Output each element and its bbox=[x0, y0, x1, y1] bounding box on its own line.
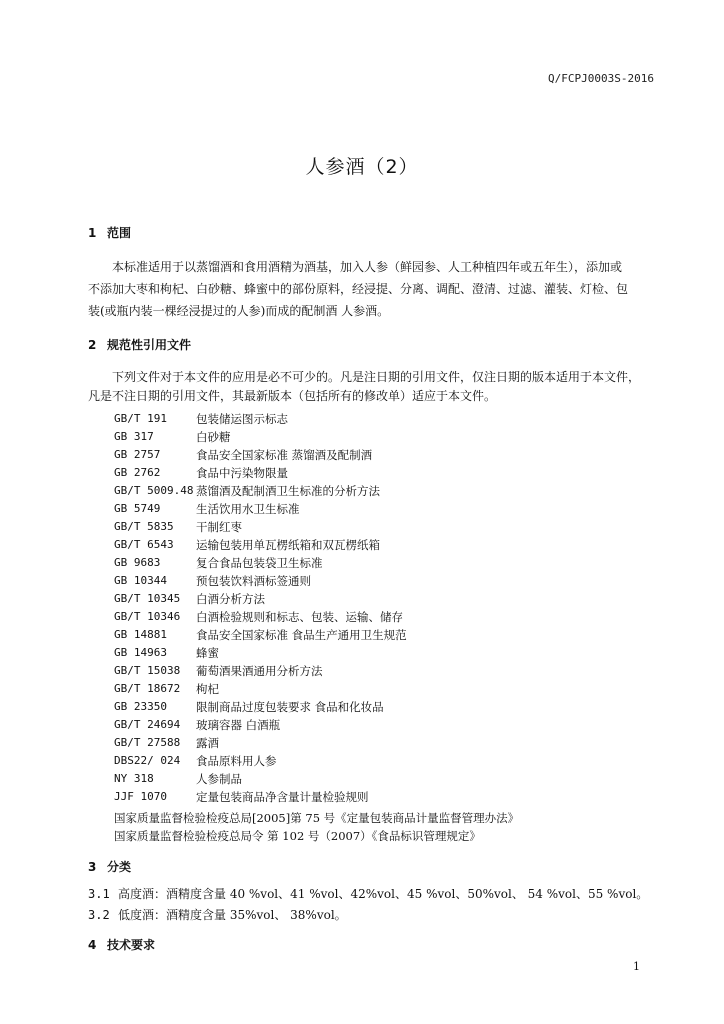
section-heading-classification bbox=[88, 858, 131, 875]
reference-code: GB/T 6543 bbox=[114, 538, 174, 551]
paragraph-line: 装(或瓶内装一棵经浸提过的人参)而成的配制酒 人参酒。 bbox=[88, 304, 390, 318]
page-number: 1 bbox=[633, 960, 640, 973]
reference-code: GB 14963 bbox=[114, 646, 167, 659]
reference-title: 包装储运图示标志 bbox=[196, 412, 288, 426]
reference-title: 食品安全国家标准 食品生产通用卫生规范 bbox=[196, 628, 407, 642]
reference-title: 干制红枣 bbox=[196, 520, 242, 534]
page-title: 人参酒（2） bbox=[305, 156, 419, 178]
reference-item bbox=[114, 752, 407, 770]
item-text: 低度酒：酒精度含量 35%vol、 38%vol。 bbox=[118, 908, 347, 922]
reference-item bbox=[114, 662, 407, 680]
reference-code: GB 23350 bbox=[114, 700, 167, 713]
reference-item bbox=[114, 410, 407, 428]
normative-paragraph bbox=[88, 368, 658, 406]
reference-title: 蒸馏酒及配制酒卫生标准的分析方法 bbox=[196, 484, 380, 498]
reference-title: 食品安全国家标准 蒸馏酒及配制酒 bbox=[196, 448, 373, 462]
reference-code: GB/T 15038 bbox=[114, 664, 181, 677]
reference-item bbox=[114, 680, 407, 698]
reference-item bbox=[114, 482, 407, 500]
item-text: 高度酒：酒精度含量 40 %vol、41 %vol、42%vol、45 %vol、50%vol、 54 %vol、55 %vol。 bbox=[118, 887, 649, 901]
reference-title: 葡萄酒果酒通用分析方法 bbox=[196, 664, 323, 678]
section-heading-normative bbox=[88, 336, 191, 353]
reference-title: 白酒分析方法 bbox=[196, 592, 265, 606]
paragraph-line: 不添加大枣和枸杞、白砂糖、蜂蜜中的部份原料，经浸提、分离、调配、澄清、过滤、灌装、灯检、包 bbox=[88, 282, 629, 296]
reference-code: GB/T 10345 bbox=[114, 592, 181, 605]
section-title: 范围 bbox=[107, 226, 132, 240]
paragraph-line: 凡是不注日期的引用文件，其最新版本（包括所有的修改单）适应于本文件。 bbox=[88, 389, 497, 403]
reference-code: GB 14881 bbox=[114, 628, 167, 641]
reference-code: GB 317 bbox=[114, 430, 154, 443]
reference-code: GB 2762 bbox=[114, 466, 161, 479]
reference-item bbox=[114, 788, 407, 806]
section-title: 规范性引用文件 bbox=[107, 338, 192, 352]
reference-item bbox=[114, 626, 407, 644]
reference-item bbox=[114, 734, 407, 752]
reference-code: GB/T 5009.48 bbox=[114, 484, 194, 497]
classification-item bbox=[88, 885, 648, 902]
reference-code: GB 5749 bbox=[114, 502, 161, 515]
paragraph-line: 本标准适用于以蒸馏酒和食用酒精为酒基，加入人参（鲜园参、人工种植四年或五年生），添加或 bbox=[112, 260, 623, 274]
regulation-line: 国家质量监督检验检疫总局[2005]第 75 号《定量包装商品计量监督管理办法》 bbox=[114, 811, 520, 825]
reference-item bbox=[114, 572, 407, 590]
reference-code: DBS22/ 024 bbox=[114, 754, 181, 767]
section-title: 技术要求 bbox=[107, 938, 156, 952]
standard-code: Q/FCPJ0003S-2016 bbox=[548, 72, 654, 85]
reference-item bbox=[114, 716, 407, 734]
section-number: 2 bbox=[88, 338, 97, 352]
reference-title: 人参制品 bbox=[196, 772, 242, 786]
reference-code: GB/T 191 bbox=[114, 412, 167, 425]
reference-item bbox=[114, 608, 407, 626]
section-number: 4 bbox=[88, 938, 97, 952]
reference-title: 蜂蜜 bbox=[196, 646, 219, 660]
classification-item bbox=[88, 906, 347, 923]
reference-item bbox=[114, 644, 407, 662]
reference-code: GB 9683 bbox=[114, 556, 161, 569]
reference-title: 玻璃容器 白酒瓶 bbox=[196, 718, 281, 732]
reference-title: 预包装饮料酒标签通则 bbox=[196, 574, 311, 588]
item-number: 3.2 bbox=[88, 908, 110, 922]
section-heading-technical bbox=[88, 936, 155, 953]
regulation-line: 国家质量监督检验检疫总局令 第 102 号（2007）《食品标识管理规定》 bbox=[114, 829, 481, 843]
reference-title: 露酒 bbox=[196, 736, 219, 750]
reference-title: 食品原料用人参 bbox=[196, 754, 277, 768]
reference-item bbox=[114, 590, 407, 608]
reference-list bbox=[114, 410, 407, 806]
reference-item bbox=[114, 698, 407, 716]
reference-item bbox=[114, 518, 407, 536]
reference-code: GB 10344 bbox=[114, 574, 167, 587]
reference-code: JJF 1070 bbox=[114, 790, 167, 803]
reference-code: GB/T 18672 bbox=[114, 682, 181, 695]
reference-title: 枸杞 bbox=[196, 682, 219, 696]
reference-title: 运输包装用单瓦楞纸箱和双瓦楞纸箱 bbox=[196, 538, 380, 552]
reference-title: 白酒检验规则和标志、包装、运输、储存 bbox=[196, 610, 403, 624]
section-title: 分类 bbox=[107, 860, 132, 874]
reference-title: 生活饮用水卫生标准 bbox=[196, 502, 300, 516]
reference-code: GB/T 5835 bbox=[114, 520, 174, 533]
reference-item bbox=[114, 464, 407, 482]
reference-title: 白砂糖 bbox=[196, 430, 231, 444]
reference-title: 限制商品过度包装要求 食品和化妆品 bbox=[196, 700, 384, 714]
reference-title: 食品中污染物限量 bbox=[196, 466, 288, 480]
reference-code: GB/T 24694 bbox=[114, 718, 181, 731]
reference-code: GB 2757 bbox=[114, 448, 161, 461]
reference-item bbox=[114, 428, 407, 446]
reference-item bbox=[114, 536, 407, 554]
reference-item bbox=[114, 446, 407, 464]
section-number: 3 bbox=[88, 860, 97, 874]
reference-title: 定量包装商品净含量计量检验规则 bbox=[196, 790, 369, 804]
reference-item bbox=[114, 554, 407, 572]
reference-code: GB/T 10346 bbox=[114, 610, 181, 623]
reference-item bbox=[114, 770, 407, 788]
reference-code: GB/T 27588 bbox=[114, 736, 181, 749]
item-number: 3.1 bbox=[88, 887, 110, 901]
reference-item bbox=[114, 500, 407, 518]
section-heading-scope bbox=[88, 224, 131, 241]
scope-paragraph bbox=[88, 256, 658, 322]
reference-code: NY 318 bbox=[114, 772, 154, 785]
section-number: 1 bbox=[88, 226, 97, 240]
reference-title: 复合食品包装袋卫生标准 bbox=[196, 556, 323, 570]
paragraph-line: 下列文件对于本文件的应用是必不可少的。凡是注日期的引用文件，仅注日期的版本适用于本文件， bbox=[112, 370, 641, 384]
